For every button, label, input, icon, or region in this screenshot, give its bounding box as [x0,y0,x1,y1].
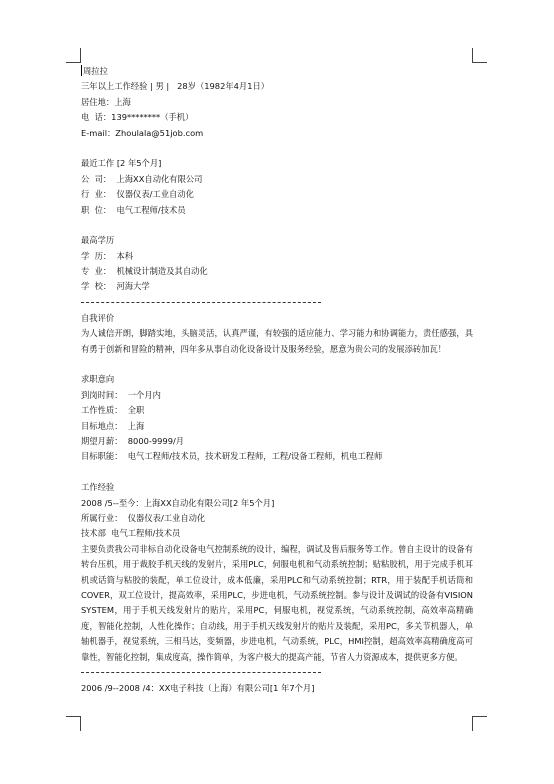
education-school: 学 校： 河海大学 [81,281,150,292]
candidate-name: 周拉拉 [83,66,108,76]
experience-heading: 工作经验 [81,482,115,493]
recent-job-heading: 最近工作 [2 年5个月] [81,158,162,169]
intent-arrival: 到岗时间： 一个月内 [81,389,161,400]
crop-mark-bottom-right [472,716,487,731]
crop-mark-top-left [66,48,81,63]
spacer [81,218,473,233]
crop-mark-top-right [472,48,487,63]
intent-salary: 期望月薪： 8000-9999/月 [81,436,185,447]
job1-industry: 所属行业： 仪器仪表/工业自动化 [81,512,206,523]
email: E-mail：Zhoulala@51job.com [81,127,204,138]
section-divider [81,672,321,674]
section-divider [81,302,321,304]
spacer [81,465,473,480]
resume-document[interactable] [81,64,473,696]
job1-title: 2008 /5--至今：上海XX自动化有限公司[2 年5个月] [81,497,275,508]
profile-summary: 三年以上工作经验 | 男 | 28岁（1982年4月1日） [81,81,270,92]
job1-description: 主要负责我公司非标自动化设备电气控制系统的设计，编程，调试及售后服务等工作。曾自主设计的设备有转台压机，用于裁胶手机天线的发射片，采用PLC，伺服电机和气动系统控制；贴粘胶机，用于完成手机耳机或话筒与粘胶的装配，单工位设计，成本低廉，采用PLC和气动系统控制；RTR，用于装配手机话筒和COVER，双工位设计，提高效率，采用PLC，步进电机，气动系统控制。参与设计及调试的设备有VISION SYSTEM，用于手机天线发射片的贴片，采用PC，伺服电机，视觉系统，气动系统控制，高效率高精确度，智能化控制，人性化操作；自动线，用于手机天线发射片的贴片及装配，采用PC，多关节机器人，单轴机器手，视觉系统，三相马达，变频器，步进电机，气动系统，PLC，HMI控制，超高效率高精确度高可靠性，智能化控制，集成度高，操作简单，为客户极大的提高产能，节省人力资源成本，提供更多方便。 [81,543,473,662]
recent-job-company: 公 司： 上海XX自动化有限公司 [81,173,203,184]
text-cursor [81,65,82,76]
intent-location: 目标地点： 上海 [81,420,145,431]
recent-job-position: 职 位： 电气工程师/技术员 [81,204,186,215]
self-eval-heading: 自我评价 [81,312,115,323]
intent-heading: 求职意向 [81,374,115,385]
job1-dept: 技术部 电气工程师/技术员 [81,528,181,539]
residence: 居住地：上海 [81,96,131,107]
recent-job-industry: 行 业： 仪器仪表/工业自动化 [81,189,194,200]
education-degree: 学 历： 本科 [81,250,134,261]
spacer [81,141,473,156]
spacer [81,357,473,372]
education-major: 专 业： 机械设计制造及其自动化 [81,266,208,277]
name-line [81,64,473,79]
education-heading: 最高学历 [81,235,115,246]
job2-title: 2006 /9--2008 /4：XX电子科技（上海）有限公司[1 年7个月] [81,683,315,693]
phone: 电 话：139********（手机） [81,112,194,123]
crop-mark-bottom-left [66,716,81,731]
intent-function: 目标职能： 电气工程师/技术员，技术研发工程师，工程/设备工程师，机电工程师 [81,451,383,462]
self-eval-text: 为人诚信开朗，脚踏实地，头脑灵活，认真严谨，有较强的适应能力、学习能力和协调能力，责任感强，具有勇于创新和冒险的精神，四年多从事自动化设备设计及服务经验，愿意为贵公司的发展添砖加瓦！ [81,328,473,354]
intent-job-type: 工作性质： 全职 [81,405,145,416]
